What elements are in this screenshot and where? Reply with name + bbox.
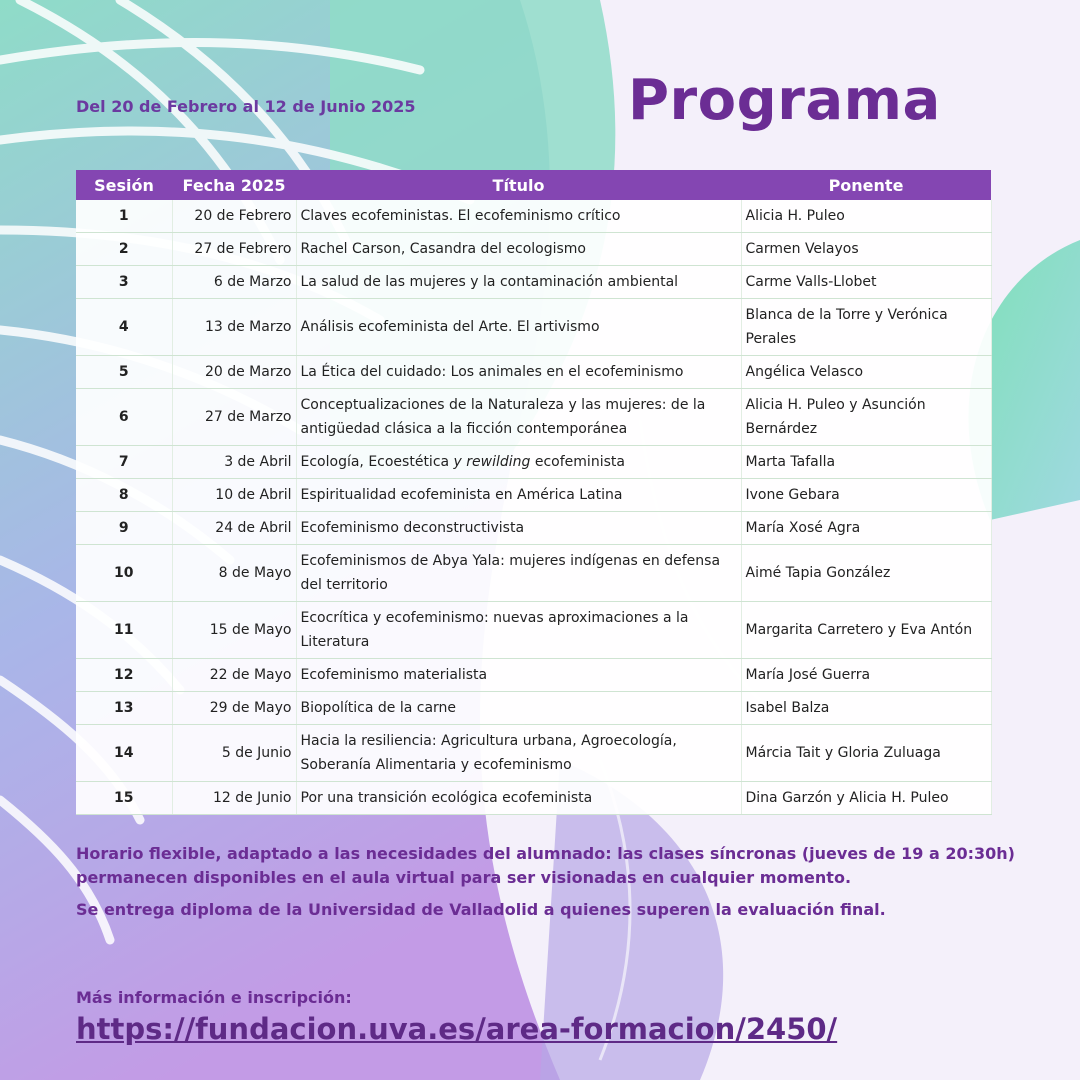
table-row	[76, 266, 991, 299]
session-speaker: Isabel Balza	[741, 692, 991, 725]
session-title-part: ecofeminista	[530, 454, 625, 470]
session-title: Biopolítica de la carne	[296, 692, 741, 725]
session-title: Rachel Carson, Casandra del ecologismo	[296, 233, 741, 266]
session-date: 15 de Mayo	[172, 602, 296, 659]
column-header-date: Fecha 2025	[172, 170, 296, 200]
column-header-session: Sesión	[76, 170, 172, 200]
session-date: 10 de Abril	[172, 479, 296, 512]
schedule-table	[76, 170, 992, 815]
session-number: 14	[76, 725, 172, 782]
column-header-speaker: Ponente	[741, 170, 991, 200]
session-title: Claves ecofeministas. El ecofeminismo crítico	[296, 200, 741, 233]
course-notes	[76, 842, 1016, 930]
session-date: 22 de Mayo	[172, 659, 296, 692]
session-number: 9	[76, 512, 172, 545]
table-row	[76, 389, 991, 446]
session-speaker: Margarita Carretero y Eva Antón	[741, 602, 991, 659]
table-row	[76, 233, 991, 266]
table-header-row	[76, 170, 991, 200]
session-speaker: Aimé Tapia González	[741, 545, 991, 602]
session-speaker: Carmen Velayos	[741, 233, 991, 266]
session-date: 5 de Junio	[172, 725, 296, 782]
session-number: 7	[76, 446, 172, 479]
session-date: 27 de Febrero	[172, 233, 296, 266]
session-date: 24 de Abril	[172, 512, 296, 545]
table-row	[76, 545, 991, 602]
session-speaker: Alicia H. Puleo y Asunción Bernárdez	[741, 389, 991, 446]
table-row	[76, 200, 991, 233]
info-label: Más información e inscripción:	[76, 988, 352, 1007]
table-row	[76, 692, 991, 725]
session-number: 15	[76, 782, 172, 815]
session-title: Por una transición ecológica ecofeminista	[296, 782, 741, 815]
session-title: Ecofeminismos de Abya Yala: mujeres indígenas en defensa del territorio	[296, 545, 741, 602]
session-speaker: Ivone Gebara	[741, 479, 991, 512]
session-title: Espiritualidad ecofeminista en América Latina	[296, 479, 741, 512]
session-number: 12	[76, 659, 172, 692]
session-speaker: Carme Valls-Llobet	[741, 266, 991, 299]
table-row	[76, 479, 991, 512]
session-title: Conceptualizaciones de la Naturaleza y las mujeres: de la antigüedad clásica a la ficción contemporánea	[296, 389, 741, 446]
session-speaker: Blanca de la Torre y Verónica Perales	[741, 299, 991, 356]
session-date: 20 de Marzo	[172, 356, 296, 389]
table-row	[76, 512, 991, 545]
session-date: 12 de Junio	[172, 782, 296, 815]
session-number: 6	[76, 389, 172, 446]
session-number: 11	[76, 602, 172, 659]
session-title: Hacia la resiliencia: Agricultura urbana, Agroecología, Soberanía Alimentaria y ecofeminismo	[296, 725, 741, 782]
session-number: 4	[76, 299, 172, 356]
table-row	[76, 299, 991, 356]
session-title: Ecofeminismo materialista	[296, 659, 741, 692]
session-speaker: Dina Garzón y Alicia H. Puleo	[741, 782, 991, 815]
session-date: 13 de Marzo	[172, 299, 296, 356]
table-row	[76, 725, 991, 782]
session-title: Análisis ecofeminista del Arte. El artivismo	[296, 299, 741, 356]
session-number: 13	[76, 692, 172, 725]
session-title	[296, 446, 741, 479]
session-speaker: María José Guerra	[741, 659, 991, 692]
session-title: La Ética del cuidado: Los animales en el ecofeminismo	[296, 356, 741, 389]
session-date: 8 de Mayo	[172, 545, 296, 602]
session-speaker: Alicia H. Puleo	[741, 200, 991, 233]
table-row	[76, 782, 991, 815]
session-speaker: Márcia Tait y Gloria Zuluaga	[741, 725, 991, 782]
session-title: Ecocrítica y ecofeminismo: nuevas aproximaciones a la Literatura	[296, 602, 741, 659]
session-number: 3	[76, 266, 172, 299]
column-header-title: Título	[296, 170, 741, 200]
session-speaker: María Xosé Agra	[741, 512, 991, 545]
table-row	[76, 659, 991, 692]
session-number: 1	[76, 200, 172, 233]
session-number: 5	[76, 356, 172, 389]
session-title: La salud de las mujeres y la contaminación ambiental	[296, 266, 741, 299]
table-row	[76, 446, 991, 479]
schedule-note: Horario flexible, adaptado a las necesidades del alumnado: las clases síncronas (jueves de 19 a 20:30h) permanecen disponibles en el aula virtual para ser visionadas en cualquier momento.	[76, 844, 1015, 887]
date-range: Del 20 de Febrero al 12 de Junio 2025	[76, 97, 416, 116]
diploma-note: Se entrega diploma de la Universidad de Valladolid a quienes superen la evaluación final.	[76, 900, 886, 919]
session-speaker: Marta Tafalla	[741, 446, 991, 479]
session-date: 6 de Marzo	[172, 266, 296, 299]
session-date: 20 de Febrero	[172, 200, 296, 233]
session-number: 8	[76, 479, 172, 512]
session-title-italic: y rewilding	[453, 454, 531, 470]
session-title-part: Ecología, Ecoestética	[300, 454, 454, 470]
table-row	[76, 356, 991, 389]
session-date: 3 de Abril	[172, 446, 296, 479]
session-speaker: Angélica Velasco	[741, 356, 991, 389]
session-number: 2	[76, 233, 172, 266]
session-number: 10	[76, 545, 172, 602]
session-title: Ecofeminismo deconstructivista	[296, 512, 741, 545]
table-row	[76, 602, 991, 659]
session-date: 29 de Mayo	[172, 692, 296, 725]
registration-link[interactable]: https://fundacion.uva.es/area-formacion/2450/	[76, 1012, 838, 1046]
session-date: 27 de Marzo	[172, 389, 296, 446]
page-title: Programa	[628, 68, 941, 133]
